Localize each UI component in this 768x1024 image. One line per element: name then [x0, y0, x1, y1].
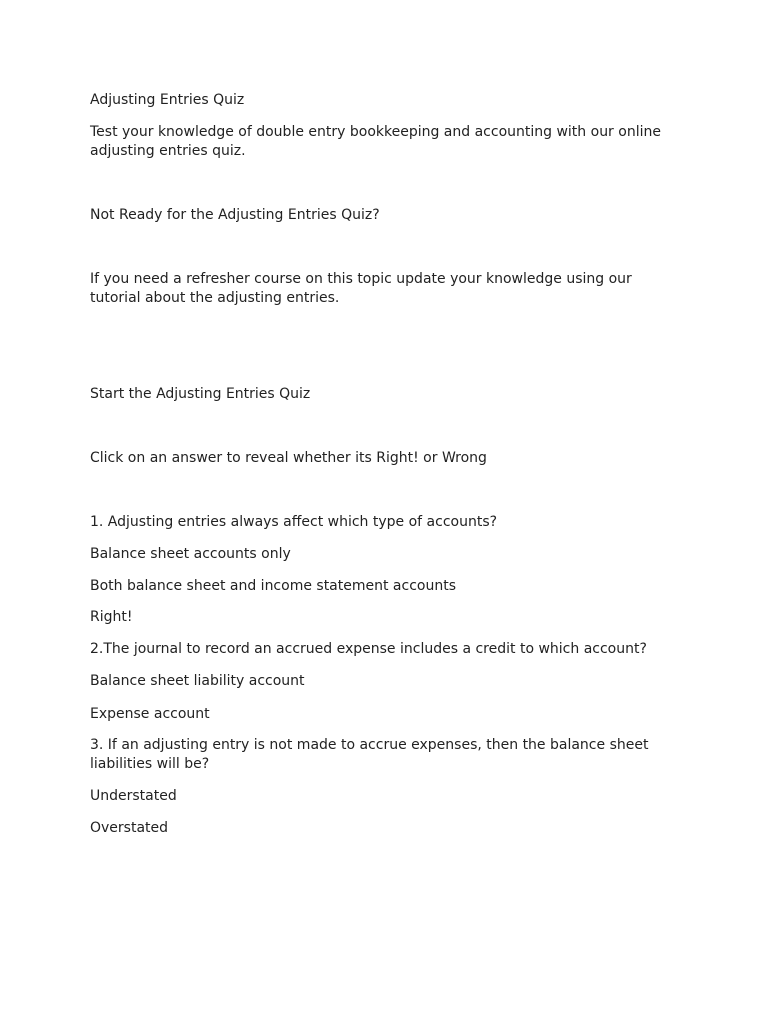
answer-option[interactable]: Understated: [90, 788, 177, 804]
answer-option[interactable]: Overstated: [90, 820, 169, 836]
answer-option[interactable]: Balance sheet liability account: [90, 673, 305, 689]
start-quiz-heading: Start the Adjusting Entries Quiz: [90, 386, 311, 402]
answer-option[interactable]: Both balance sheet and income statement accounts: [90, 578, 456, 594]
question-1: 1. Adjusting entries always affect which type of accounts?: [90, 514, 498, 530]
question-3: 3. If an adjusting entry is not made to accrue expenses, then the balance sheet liabilities will be?: [90, 737, 649, 772]
page-title: Adjusting Entries Quiz: [90, 92, 245, 108]
intro-paragraph: Test your knowledge of double entry bookkeeping and accounting with our online adjusting entries quiz.: [90, 124, 661, 159]
answer-feedback: Right!: [90, 609, 133, 625]
question-2: 2.The journal to record an accrued expense includes a credit to which account?: [90, 641, 647, 657]
answer-option[interactable]: Expense account: [90, 706, 210, 722]
not-ready-heading: Not Ready for the Adjusting Entries Quiz?: [90, 207, 380, 223]
quiz-instructions: Click on an answer to reveal whether its Right! or Wrong: [90, 450, 487, 466]
answer-option[interactable]: Balance sheet accounts only: [90, 546, 291, 562]
refresher-paragraph: If you need a refresher course on this topic update your knowledge using our tutorial about the adjusting entries.: [90, 271, 632, 306]
